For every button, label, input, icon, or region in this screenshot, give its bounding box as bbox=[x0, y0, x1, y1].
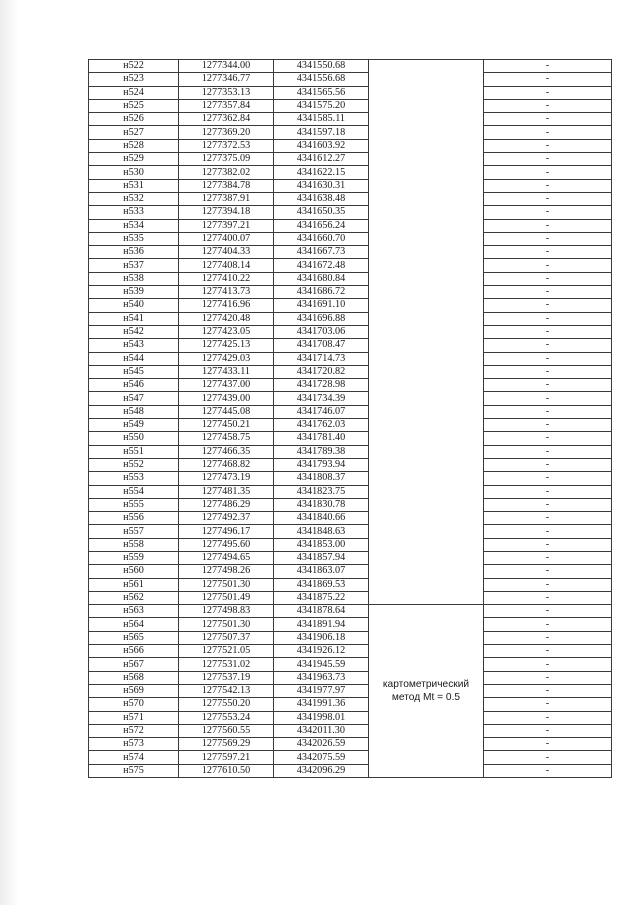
table-row bbox=[89, 192, 612, 205]
table-row bbox=[89, 405, 612, 418]
table-row bbox=[89, 312, 612, 325]
point-name-cell: н559 bbox=[89, 551, 179, 564]
description-cell: - bbox=[484, 365, 612, 378]
point-name-cell: н532 bbox=[89, 192, 179, 205]
x-coordinate-cell: 1277496.17 bbox=[179, 525, 274, 538]
x-coordinate-cell: 1277569.29 bbox=[179, 738, 274, 751]
y-coordinate-cell: 4341998.01 bbox=[274, 711, 369, 724]
point-name-cell: н553 bbox=[89, 472, 179, 485]
point-name-cell: н551 bbox=[89, 445, 179, 458]
x-coordinate-cell: 1277537.19 bbox=[179, 671, 274, 684]
description-cell: - bbox=[484, 405, 612, 418]
y-coordinate-cell: 4341680.84 bbox=[274, 272, 369, 285]
x-coordinate-cell: 1277425.13 bbox=[179, 339, 274, 352]
y-coordinate-cell: 4342011.30 bbox=[274, 724, 369, 737]
table-row bbox=[89, 578, 612, 591]
description-cell: - bbox=[484, 139, 612, 152]
table-row bbox=[89, 219, 612, 232]
point-name-cell: н552 bbox=[89, 458, 179, 471]
point-name-cell: н550 bbox=[89, 432, 179, 445]
description-cell: - bbox=[484, 565, 612, 578]
x-coordinate-cell: 1277394.18 bbox=[179, 206, 274, 219]
point-name-cell: н575 bbox=[89, 764, 179, 777]
table-row bbox=[89, 565, 612, 578]
description-cell: - bbox=[484, 299, 612, 312]
x-coordinate-cell: 1277400.07 bbox=[179, 232, 274, 245]
method-name: картометрический bbox=[382, 679, 470, 691]
y-coordinate-cell: 4341863.07 bbox=[274, 565, 369, 578]
x-coordinate-cell: 1277560.55 bbox=[179, 724, 274, 737]
table-row bbox=[89, 498, 612, 511]
y-coordinate-cell: 4341869.53 bbox=[274, 578, 369, 591]
x-coordinate-cell: 1277420.48 bbox=[179, 312, 274, 325]
method-accuracy: метод Mt = 0.5 bbox=[391, 692, 461, 704]
table-row bbox=[89, 379, 612, 392]
point-name-cell: н558 bbox=[89, 538, 179, 551]
point-name-cell: н529 bbox=[89, 153, 179, 166]
x-coordinate-cell: 1277550.20 bbox=[179, 698, 274, 711]
point-name-cell: н554 bbox=[89, 485, 179, 498]
description-cell: - bbox=[484, 379, 612, 392]
description-cell: - bbox=[484, 206, 612, 219]
description-cell: - bbox=[484, 392, 612, 405]
y-coordinate-cell: 4341789.38 bbox=[274, 445, 369, 458]
description-cell: - bbox=[484, 272, 612, 285]
y-coordinate-cell: 4341667.73 bbox=[274, 246, 369, 259]
table-row bbox=[89, 232, 612, 245]
y-coordinate-cell: 4341708.47 bbox=[274, 339, 369, 352]
y-coordinate-cell: 4341622.15 bbox=[274, 166, 369, 179]
description-cell: - bbox=[484, 458, 612, 471]
table-row bbox=[89, 551, 612, 564]
table-row bbox=[89, 179, 612, 192]
x-coordinate-cell: 1277450.21 bbox=[179, 419, 274, 432]
point-name-cell: н522 bbox=[89, 60, 179, 73]
table-row bbox=[89, 618, 612, 631]
coordinates-table bbox=[88, 59, 612, 778]
table-row bbox=[89, 73, 612, 86]
point-name-cell: н542 bbox=[89, 325, 179, 338]
y-coordinate-cell: 4341728.98 bbox=[274, 379, 369, 392]
y-coordinate-cell: 4341891.94 bbox=[274, 618, 369, 631]
y-coordinate-cell: 4341550.68 bbox=[274, 60, 369, 73]
table-row bbox=[89, 458, 612, 471]
table-row bbox=[89, 272, 612, 285]
table-row bbox=[89, 645, 612, 658]
description-cell: - bbox=[484, 259, 612, 272]
table-row bbox=[89, 166, 612, 179]
x-coordinate-cell: 1277423.05 bbox=[179, 325, 274, 338]
x-coordinate-cell: 1277495.60 bbox=[179, 538, 274, 551]
description-cell: - bbox=[484, 751, 612, 764]
y-coordinate-cell: 4341660.70 bbox=[274, 232, 369, 245]
y-coordinate-cell: 4341565.56 bbox=[274, 86, 369, 99]
y-coordinate-cell: 4341823.75 bbox=[274, 485, 369, 498]
y-coordinate-cell: 4341686.72 bbox=[274, 286, 369, 299]
x-coordinate-cell: 1277492.37 bbox=[179, 512, 274, 525]
y-coordinate-cell: 4341906.18 bbox=[274, 631, 369, 644]
point-name-cell: н564 bbox=[89, 618, 179, 631]
point-name-cell: н572 bbox=[89, 724, 179, 737]
description-cell: - bbox=[484, 419, 612, 432]
description-cell: - bbox=[484, 219, 612, 232]
table-row bbox=[89, 538, 612, 551]
description-cell: - bbox=[484, 658, 612, 671]
table-row bbox=[89, 485, 612, 498]
x-coordinate-cell: 1277375.09 bbox=[179, 153, 274, 166]
x-coordinate-cell: 1277416.96 bbox=[179, 299, 274, 312]
point-name-cell: н531 bbox=[89, 179, 179, 192]
point-name-cell: н548 bbox=[89, 405, 179, 418]
point-name-cell: н540 bbox=[89, 299, 179, 312]
y-coordinate-cell: 4341630.31 bbox=[274, 179, 369, 192]
description-cell: - bbox=[484, 538, 612, 551]
point-name-cell: н571 bbox=[89, 711, 179, 724]
x-coordinate-cell: 1277433.11 bbox=[179, 365, 274, 378]
point-name-cell: н565 bbox=[89, 631, 179, 644]
description-cell: - bbox=[484, 684, 612, 697]
table-row bbox=[89, 339, 612, 352]
table-row bbox=[89, 259, 612, 272]
x-coordinate-cell: 1277397.21 bbox=[179, 219, 274, 232]
x-coordinate-cell: 1277542.13 bbox=[179, 684, 274, 697]
point-name-cell: н549 bbox=[89, 419, 179, 432]
y-coordinate-cell: 4341878.64 bbox=[274, 605, 369, 618]
description-cell: - bbox=[484, 525, 612, 538]
y-coordinate-cell: 4341575.20 bbox=[274, 99, 369, 112]
x-coordinate-cell: 1277369.20 bbox=[179, 126, 274, 139]
description-cell: - bbox=[484, 166, 612, 179]
point-name-cell: н562 bbox=[89, 591, 179, 604]
description-cell: - bbox=[484, 764, 612, 777]
point-name-cell: н563 bbox=[89, 605, 179, 618]
method-text bbox=[371, 678, 481, 704]
y-coordinate-cell: 4341597.18 bbox=[274, 126, 369, 139]
y-coordinate-cell: 4342075.59 bbox=[274, 751, 369, 764]
x-coordinate-cell: 1277344.00 bbox=[179, 60, 274, 73]
description-cell: - bbox=[484, 485, 612, 498]
point-name-cell: н537 bbox=[89, 259, 179, 272]
table-row bbox=[89, 724, 612, 737]
description-cell: - bbox=[484, 286, 612, 299]
y-coordinate-cell: 4341857.94 bbox=[274, 551, 369, 564]
y-coordinate-cell: 4341853.00 bbox=[274, 538, 369, 551]
method-cell bbox=[369, 605, 484, 778]
x-coordinate-cell: 1277507.37 bbox=[179, 631, 274, 644]
table-row bbox=[89, 325, 612, 338]
y-coordinate-cell: 4341840.66 bbox=[274, 512, 369, 525]
y-coordinate-cell: 4342096.29 bbox=[274, 764, 369, 777]
x-coordinate-cell: 1277429.03 bbox=[179, 352, 274, 365]
y-coordinate-cell: 4341762.03 bbox=[274, 419, 369, 432]
table-row bbox=[89, 764, 612, 777]
description-cell: - bbox=[484, 551, 612, 564]
table-row bbox=[89, 698, 612, 711]
description-cell: - bbox=[484, 605, 612, 618]
x-coordinate-cell: 1277445.08 bbox=[179, 405, 274, 418]
description-cell: - bbox=[484, 724, 612, 737]
y-coordinate-cell: 4341926.12 bbox=[274, 645, 369, 658]
point-name-cell: н545 bbox=[89, 365, 179, 378]
x-coordinate-cell: 1277458.75 bbox=[179, 432, 274, 445]
description-cell: - bbox=[484, 192, 612, 205]
x-coordinate-cell: 1277404.33 bbox=[179, 246, 274, 259]
table-row bbox=[89, 512, 612, 525]
description-cell: - bbox=[484, 645, 612, 658]
table-row bbox=[89, 246, 612, 259]
table-row bbox=[89, 684, 612, 697]
method-cell bbox=[369, 60, 484, 605]
point-name-cell: н568 bbox=[89, 671, 179, 684]
y-coordinate-cell: 4341585.11 bbox=[274, 113, 369, 126]
x-coordinate-cell: 1277553.24 bbox=[179, 711, 274, 724]
description-cell: - bbox=[484, 698, 612, 711]
table-row bbox=[89, 392, 612, 405]
table-row bbox=[89, 286, 612, 299]
point-name-cell: н526 bbox=[89, 113, 179, 126]
point-name-cell: н523 bbox=[89, 73, 179, 86]
x-coordinate-cell: 1277439.00 bbox=[179, 392, 274, 405]
x-coordinate-cell: 1277473.19 bbox=[179, 472, 274, 485]
y-coordinate-cell: 4341691.10 bbox=[274, 299, 369, 312]
x-coordinate-cell: 1277466.35 bbox=[179, 445, 274, 458]
description-cell: - bbox=[484, 73, 612, 86]
point-name-cell: н535 bbox=[89, 232, 179, 245]
y-coordinate-cell: 4341945.59 bbox=[274, 658, 369, 671]
x-coordinate-cell: 1277501.49 bbox=[179, 591, 274, 604]
x-coordinate-cell: 1277372.53 bbox=[179, 139, 274, 152]
y-coordinate-cell: 4341848.63 bbox=[274, 525, 369, 538]
point-name-cell: н536 bbox=[89, 246, 179, 259]
description-cell: - bbox=[484, 246, 612, 259]
description-cell: - bbox=[484, 126, 612, 139]
x-coordinate-cell: 1277408.14 bbox=[179, 259, 274, 272]
table-row bbox=[89, 658, 612, 671]
description-cell: - bbox=[484, 512, 612, 525]
point-name-cell: н543 bbox=[89, 339, 179, 352]
table-row bbox=[89, 671, 612, 684]
x-coordinate-cell: 1277481.35 bbox=[179, 485, 274, 498]
point-name-cell: н530 bbox=[89, 166, 179, 179]
x-coordinate-cell: 1277346.77 bbox=[179, 73, 274, 86]
table-row bbox=[89, 352, 612, 365]
point-name-cell: н567 bbox=[89, 658, 179, 671]
table-row bbox=[89, 711, 612, 724]
description-cell: - bbox=[484, 578, 612, 591]
table-row bbox=[89, 445, 612, 458]
description-cell: - bbox=[484, 631, 612, 644]
x-coordinate-cell: 1277501.30 bbox=[179, 578, 274, 591]
point-name-cell: н524 bbox=[89, 86, 179, 99]
y-coordinate-cell: 4341703.06 bbox=[274, 325, 369, 338]
table-row bbox=[89, 153, 612, 166]
point-name-cell: н547 bbox=[89, 392, 179, 405]
y-coordinate-cell: 4341672.48 bbox=[274, 259, 369, 272]
point-name-cell: н538 bbox=[89, 272, 179, 285]
coordinates-table-body bbox=[89, 60, 612, 778]
point-name-cell: н570 bbox=[89, 698, 179, 711]
table-row bbox=[89, 419, 612, 432]
y-coordinate-cell: 4341612.27 bbox=[274, 153, 369, 166]
table-row bbox=[89, 206, 612, 219]
scan-shadow-edge bbox=[0, 0, 18, 905]
description-cell: - bbox=[484, 591, 612, 604]
point-name-cell: н574 bbox=[89, 751, 179, 764]
table-row bbox=[89, 738, 612, 751]
point-name-cell: н546 bbox=[89, 379, 179, 392]
x-coordinate-cell: 1277387.91 bbox=[179, 192, 274, 205]
x-coordinate-cell: 1277501.30 bbox=[179, 618, 274, 631]
y-coordinate-cell: 4341638.48 bbox=[274, 192, 369, 205]
table-row bbox=[89, 591, 612, 604]
table-row bbox=[89, 126, 612, 139]
description-cell: - bbox=[484, 352, 612, 365]
y-coordinate-cell: 4341830.78 bbox=[274, 498, 369, 511]
y-coordinate-cell: 4341656.24 bbox=[274, 219, 369, 232]
description-cell: - bbox=[484, 671, 612, 684]
y-coordinate-cell: 4341603.92 bbox=[274, 139, 369, 152]
table-row bbox=[89, 605, 612, 618]
description-cell: - bbox=[484, 325, 612, 338]
x-coordinate-cell: 1277357.84 bbox=[179, 99, 274, 112]
point-name-cell: н555 bbox=[89, 498, 179, 511]
description-cell: - bbox=[484, 711, 612, 724]
description-cell: - bbox=[484, 618, 612, 631]
table-row bbox=[89, 86, 612, 99]
point-name-cell: н541 bbox=[89, 312, 179, 325]
point-name-cell: н556 bbox=[89, 512, 179, 525]
description-cell: - bbox=[484, 312, 612, 325]
x-coordinate-cell: 1277494.65 bbox=[179, 551, 274, 564]
y-coordinate-cell: 4341714.73 bbox=[274, 352, 369, 365]
point-name-cell: н533 bbox=[89, 206, 179, 219]
point-name-cell: н544 bbox=[89, 352, 179, 365]
description-cell: - bbox=[484, 86, 612, 99]
point-name-cell: н525 bbox=[89, 99, 179, 112]
table-row bbox=[89, 525, 612, 538]
y-coordinate-cell: 4341720.82 bbox=[274, 365, 369, 378]
x-coordinate-cell: 1277531.02 bbox=[179, 658, 274, 671]
y-coordinate-cell: 4341875.22 bbox=[274, 591, 369, 604]
x-coordinate-cell: 1277410.22 bbox=[179, 272, 274, 285]
point-name-cell: н561 bbox=[89, 578, 179, 591]
y-coordinate-cell: 4341556.68 bbox=[274, 73, 369, 86]
point-name-cell: н573 bbox=[89, 738, 179, 751]
x-coordinate-cell: 1277468.82 bbox=[179, 458, 274, 471]
y-coordinate-cell: 4341977.97 bbox=[274, 684, 369, 697]
x-coordinate-cell: 1277521.05 bbox=[179, 645, 274, 658]
table-row bbox=[89, 365, 612, 378]
description-cell: - bbox=[484, 153, 612, 166]
table-row bbox=[89, 751, 612, 764]
x-coordinate-cell: 1277353.13 bbox=[179, 86, 274, 99]
table-row bbox=[89, 432, 612, 445]
y-coordinate-cell: 4341650.35 bbox=[274, 206, 369, 219]
x-coordinate-cell: 1277498.83 bbox=[179, 605, 274, 618]
description-cell: - bbox=[484, 113, 612, 126]
point-name-cell: н560 bbox=[89, 565, 179, 578]
y-coordinate-cell: 4341793.94 bbox=[274, 458, 369, 471]
x-coordinate-cell: 1277486.29 bbox=[179, 498, 274, 511]
point-name-cell: н528 bbox=[89, 139, 179, 152]
y-coordinate-cell: 4341781.40 bbox=[274, 432, 369, 445]
description-cell: - bbox=[484, 99, 612, 112]
point-name-cell: н539 bbox=[89, 286, 179, 299]
x-coordinate-cell: 1277498.26 bbox=[179, 565, 274, 578]
x-coordinate-cell: 1277610.50 bbox=[179, 764, 274, 777]
description-cell: - bbox=[484, 339, 612, 352]
table-row bbox=[89, 113, 612, 126]
x-coordinate-cell: 1277382.02 bbox=[179, 166, 274, 179]
description-cell: - bbox=[484, 60, 612, 73]
point-name-cell: н557 bbox=[89, 525, 179, 538]
point-name-cell: н569 bbox=[89, 684, 179, 697]
y-coordinate-cell: 4341696.88 bbox=[274, 312, 369, 325]
point-name-cell: н534 bbox=[89, 219, 179, 232]
y-coordinate-cell: 4341963.73 bbox=[274, 671, 369, 684]
description-cell: - bbox=[484, 738, 612, 751]
x-coordinate-cell: 1277437.00 bbox=[179, 379, 274, 392]
description-cell: - bbox=[484, 498, 612, 511]
description-cell: - bbox=[484, 232, 612, 245]
y-coordinate-cell: 4341808.37 bbox=[274, 472, 369, 485]
x-coordinate-cell: 1277597.21 bbox=[179, 751, 274, 764]
x-coordinate-cell: 1277384.78 bbox=[179, 179, 274, 192]
y-coordinate-cell: 4342026.59 bbox=[274, 738, 369, 751]
description-cell: - bbox=[484, 179, 612, 192]
table-row bbox=[89, 139, 612, 152]
point-name-cell: н527 bbox=[89, 126, 179, 139]
point-name-cell: н566 bbox=[89, 645, 179, 658]
table-row bbox=[89, 631, 612, 644]
table-row bbox=[89, 60, 612, 73]
table-row bbox=[89, 472, 612, 485]
description-cell: - bbox=[484, 445, 612, 458]
description-cell: - bbox=[484, 472, 612, 485]
description-cell: - bbox=[484, 432, 612, 445]
table-row bbox=[89, 299, 612, 312]
y-coordinate-cell: 4341991.36 bbox=[274, 698, 369, 711]
y-coordinate-cell: 4341734.39 bbox=[274, 392, 369, 405]
y-coordinate-cell: 4341746.07 bbox=[274, 405, 369, 418]
x-coordinate-cell: 1277362.84 bbox=[179, 113, 274, 126]
x-coordinate-cell: 1277413.73 bbox=[179, 286, 274, 299]
table-row bbox=[89, 99, 612, 112]
